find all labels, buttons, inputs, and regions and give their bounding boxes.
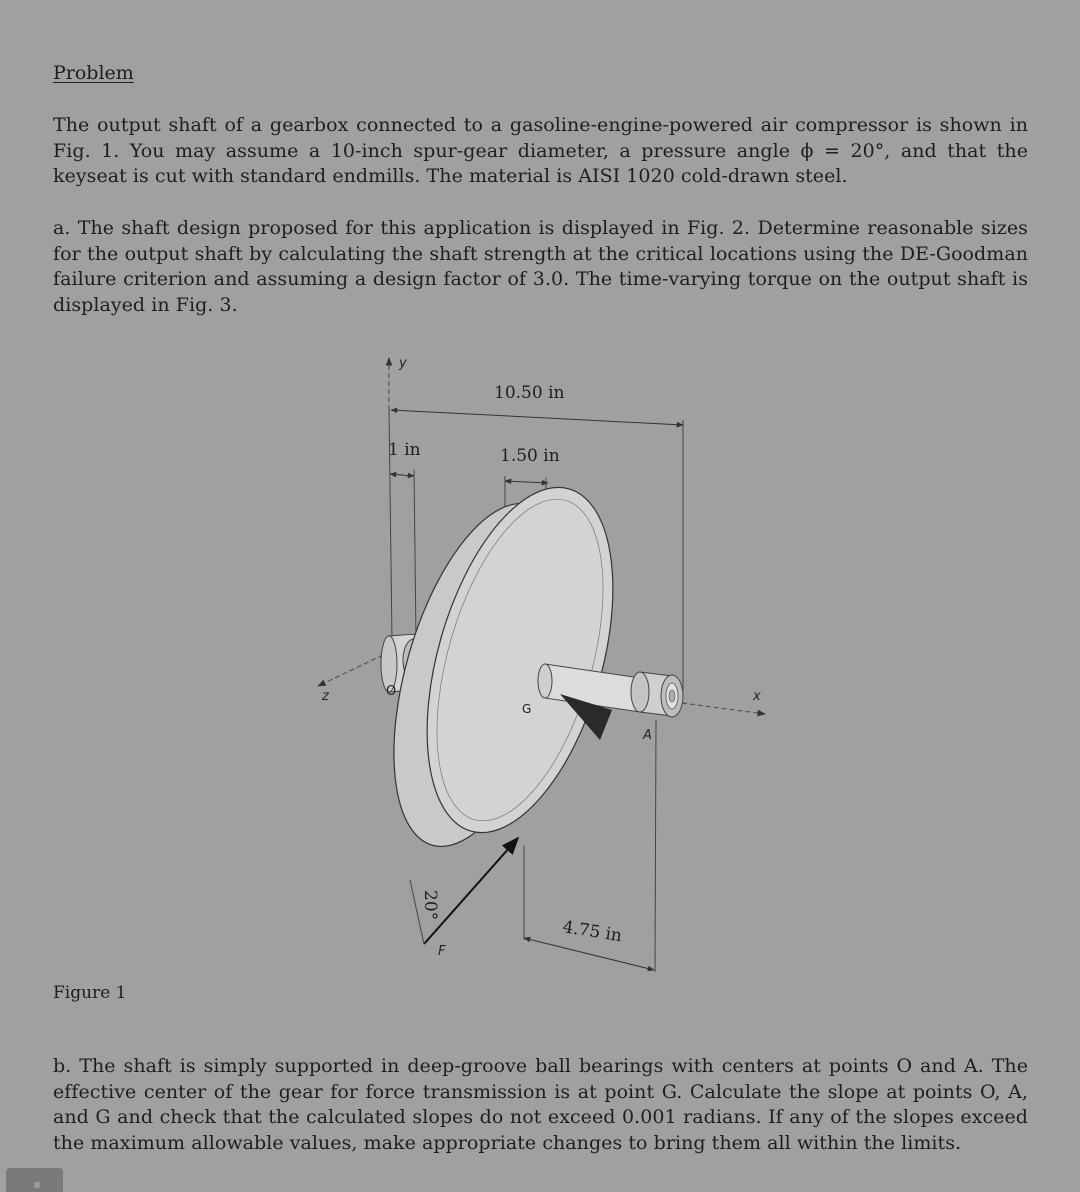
gear-center-label: G	[522, 702, 532, 716]
z-axis-label: z	[322, 689, 329, 704]
dim-bearing-offset-line	[390, 474, 414, 476]
z-axis-line	[318, 655, 383, 686]
dim-gear-to-a-line	[524, 938, 654, 970]
bottom-toolbar-tab[interactable]	[6, 1168, 63, 1192]
x-axis-label: x	[753, 689, 761, 704]
dim-gear-width-label: 1.50 in	[500, 446, 560, 466]
shaft-figure	[300, 340, 780, 980]
y-axis-label: y	[399, 356, 407, 371]
dim-bearing-offset-label: 1 in	[388, 440, 421, 460]
dim-overall-line	[391, 410, 683, 425]
bearing-a-label: A	[643, 728, 652, 743]
problem-part-b: b. The shaft is simply supported in deep-groove ball bearings with centers at points O and A. The effective center of the gear for force transmission is at point G. Calculate the slope at points O, A, and G and check that the calculated slopes do not exceed 0.001 radians. If any of the slopes exceed the maximum allowable values, make appropriate changes to bring them all within the limits.	[53, 1055, 1028, 1154]
dim-overall-label: 10.50 in	[494, 383, 565, 403]
problem-heading: Problem	[53, 62, 134, 84]
bearing-a	[631, 672, 683, 717]
origin-label: O	[386, 684, 397, 699]
force-label: F	[438, 944, 446, 959]
figure-caption: Figure 1	[53, 983, 127, 1003]
angle-label: 20°	[420, 890, 440, 921]
dim-gear-width-line	[505, 481, 548, 483]
ext-line-a-bottom	[655, 720, 656, 972]
x-axis-line	[682, 703, 765, 714]
ext-line-bearing-o	[414, 470, 416, 640]
problem-intro: The output shaft of a gearbox connected to a gasoline-engine-powered air compressor is shown in Fig. 1. You may assume a 10-inch spur-gear diameter, a pressure angle ϕ = 20°, and that the keyseat is cut with standard endmills. The material is AISI 1020 cold-drawn steel.	[53, 114, 1028, 187]
dim-gear-to-a-label: 4.75 in	[561, 917, 624, 947]
problem-part-a: a. The shaft design proposed for this application is displayed in Fig. 2. Determine reasonable sizes for the output shaft by calculating the shaft strength at the critical locations using the DE-Goodman failure criterion and assuming a design factor of 3.0. The time-varying torque on the output shaft is displayed in Fig. 3.	[53, 217, 1028, 316]
